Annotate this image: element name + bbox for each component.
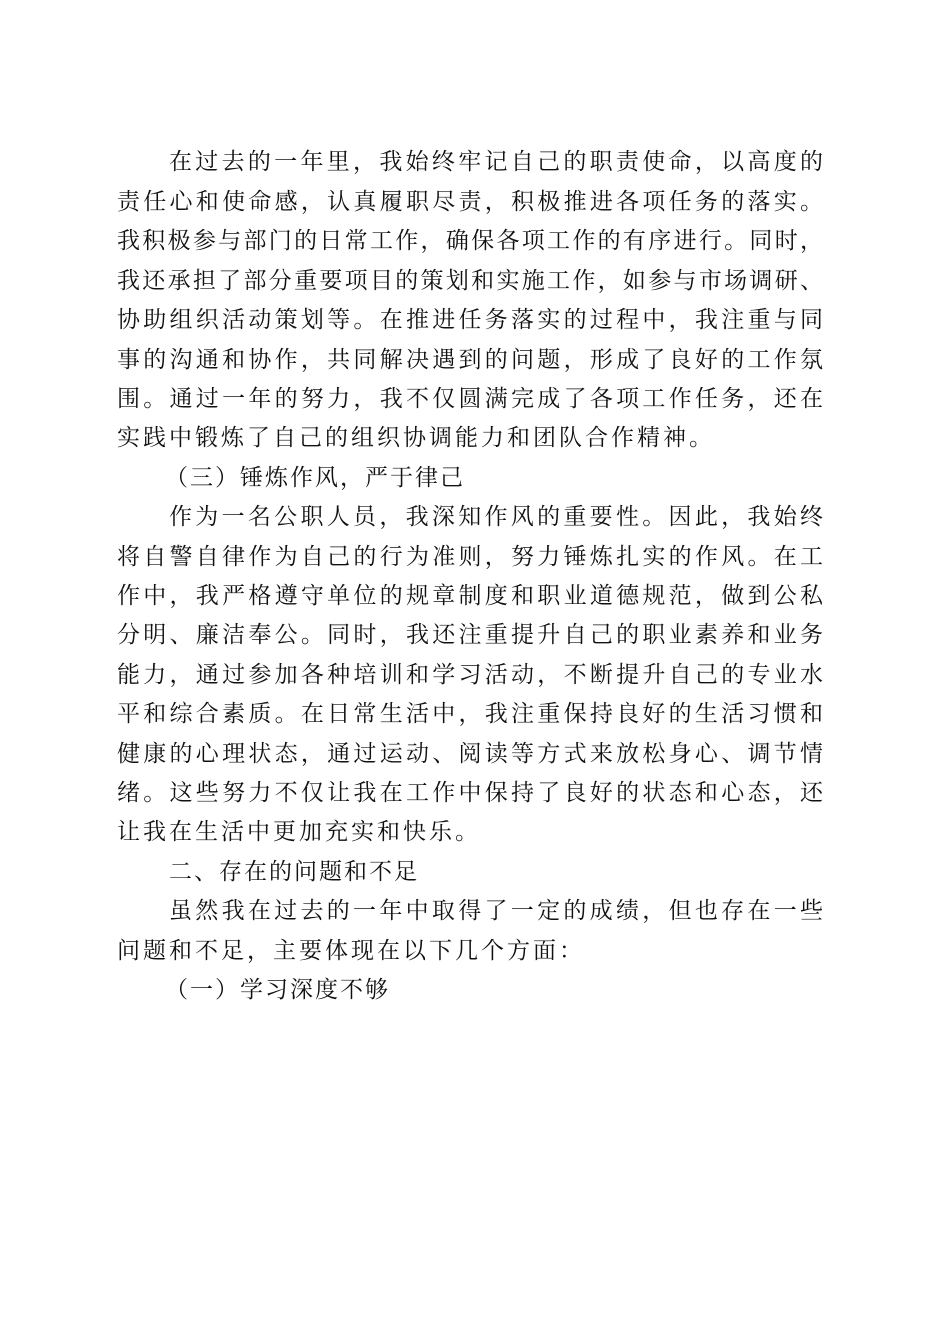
paragraph-line: 能力，通过参加各种培训和学习活动，不断提升自己的专业水 — [117, 662, 823, 688]
paragraph-line: 问题和不足，主要体现在以下几个方面： — [117, 938, 585, 964]
paragraph-line: 绪。这些努力不仅让我在工作中保持了良好的状态和心态，还 — [117, 780, 823, 806]
paragraph-line: 协助组织活动策划等。在推进任务落实的过程中，我注重与同 — [117, 307, 823, 333]
paragraph-line: 在过去的一年里，我始终牢记自己的职责使命，以高度的 — [169, 149, 823, 175]
paragraph-line: 作为一名公职人员，我深知作风的重要性。因此，我始终 — [169, 504, 823, 530]
paragraph-line: 平和综合素质。在日常生活中，我注重保持良好的生活习惯和 — [117, 701, 823, 727]
paragraph-line: 我还承担了部分重要项目的策划和实施工作，如参与市场调研、 — [117, 268, 823, 294]
paragraph-line: 责任心和使命感，认真履职尽责，积极推进各项任务的落实。 — [117, 189, 823, 215]
paragraph-line: 实践中锻炼了自己的组织协调能力和团队合作精神。 — [117, 425, 715, 451]
paragraph-line: 围。通过一年的努力，我不仅圆满完成了各项工作任务，还在 — [117, 386, 823, 412]
paragraph-line: 分明、廉洁奉公。同时，我还注重提升自己的职业素养和业务 — [117, 622, 823, 648]
paragraph-line: 我积极参与部门的日常工作，确保各项工作的有序进行。同时， — [117, 228, 823, 254]
section-heading: （一）学习深度不够 — [165, 977, 390, 1003]
paragraph-line: 虽然我在过去的一年中取得了一定的成绩，但也存在一些 — [169, 898, 823, 924]
section-heading: （三）锤炼作风，严于律己 — [165, 465, 465, 491]
paragraph-line: 事的沟通和协作，共同解决遇到的问题，形成了良好的工作氛 — [117, 347, 823, 373]
paragraph-line: 作中，我严格遵守单位的规章制度和职业道德规范，做到公私 — [117, 583, 823, 609]
paragraph-line: 让我在生活中更加充实和快乐。 — [117, 819, 481, 845]
section-heading: 二、存在的问题和不足 — [169, 859, 419, 885]
paragraph-line: 将自警自律作为自己的行为准则，努力锤炼扎实的作风。在工 — [117, 544, 823, 570]
paragraph-line: 健康的心理状态，通过运动、阅读等方式来放松身心、调节情 — [117, 741, 823, 767]
